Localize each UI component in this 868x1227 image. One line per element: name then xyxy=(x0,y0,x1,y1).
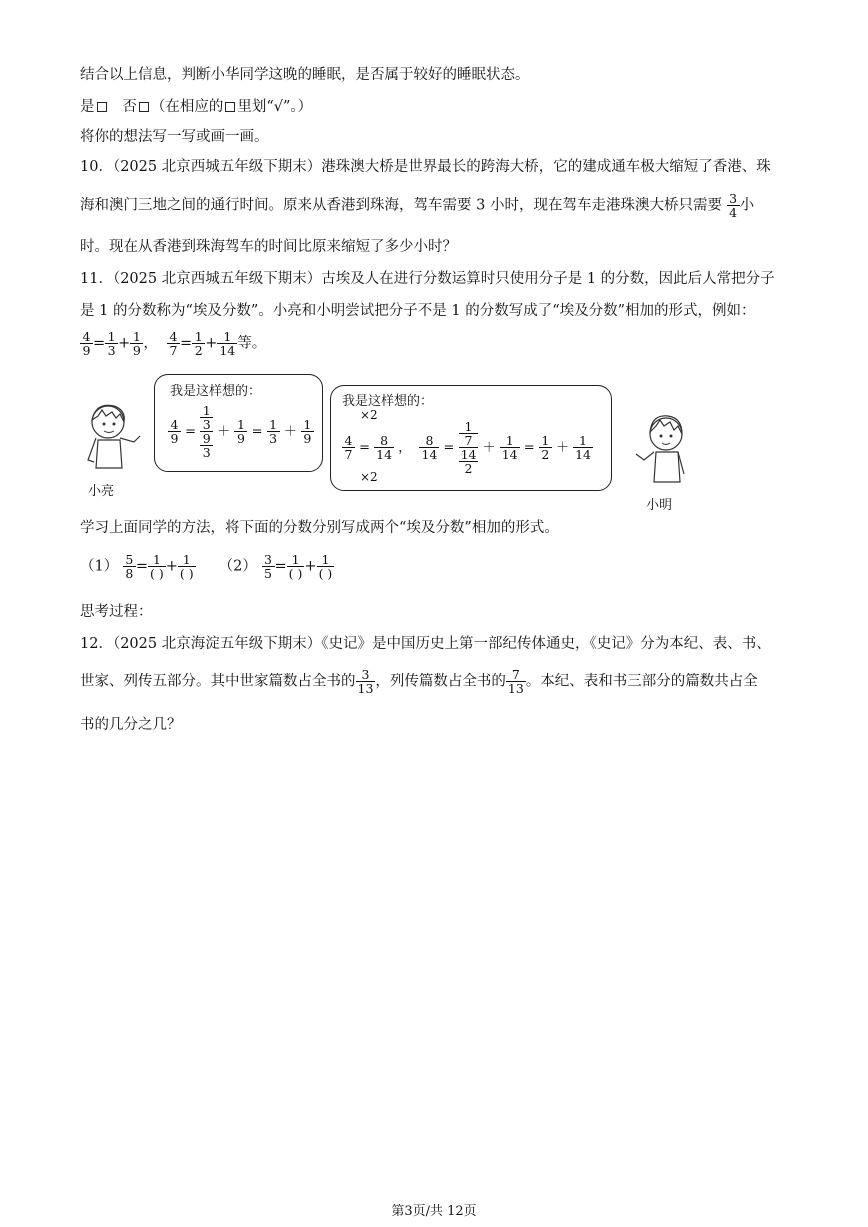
paragraph-line: 将你的想法写一写或画一画。 xyxy=(80,129,269,145)
blank-2b[interactable]: ( ) xyxy=(318,566,333,582)
q11-examples: $\frac{4}{9}$ = $\frac{1}{3}$ + $\frac{1}{9}$ ， $\frac{4}{7}$ = $\frac{1}{2}$ + $\frac{1}{14}$ 等。 xyxy=(80,330,266,357)
hint-text: （在相应的 xyxy=(150,99,224,115)
times-two-bottom: ×2 xyxy=(360,470,378,484)
name-xiaoming: 小明 xyxy=(646,498,673,513)
q11-line-2: 是 1 的分数称为“埃及分数”。小亮和小明尝试把分子不是 1 的分数写成了“埃及分数”相加的形式，例如： xyxy=(80,303,756,319)
q10-text: 海和澳门三地之间的通行时间。原来从香港到珠海，驾车需要 3 小时，现在驾车走港珠澳大桥只需要 xyxy=(80,197,722,214)
yes-label: 是 xyxy=(80,99,95,115)
no-label: 否 xyxy=(122,99,137,115)
times-two-top: ×2 xyxy=(360,408,378,422)
q10-line-3: 时。现在从香港到珠海驾车的时间比原来缩短了多少小时？ xyxy=(80,239,457,255)
blank-2a[interactable]: ( ) xyxy=(288,566,303,582)
q10-text-end: 小 xyxy=(739,197,755,214)
blank-1a[interactable]: ( ) xyxy=(150,566,164,582)
page-footer: 第3页/共 12页 xyxy=(391,1204,477,1219)
name-xiaoliang: 小亮 xyxy=(88,484,115,499)
boy-xiaoming-illustration xyxy=(626,408,696,490)
checkbox-no[interactable] xyxy=(139,102,149,112)
example-suffix: 等。 xyxy=(237,335,267,352)
square-symbol xyxy=(225,102,235,112)
answer-choice-line xyxy=(80,100,312,115)
problem-2-label: （2） xyxy=(218,558,257,575)
fraction-3-13: $\frac{3}{13}$ xyxy=(357,667,374,697)
blank-1b[interactable]: ( ) xyxy=(179,566,194,582)
checkbox-yes[interactable] xyxy=(97,102,107,112)
q11-line-1: 11．（2025 北京西城五年级下期末）古埃及人在进行分数运算时只使用分子是 1 的分数，因此后人常把分子 xyxy=(80,271,775,287)
q11-think-label: 思考过程： xyxy=(80,604,153,620)
boy-xiaoliang-illustration xyxy=(74,398,154,488)
right-bubble-title: 我是这样想的： xyxy=(342,394,434,409)
q10-line-2 xyxy=(80,192,754,219)
q10-line-1: 10．（2025 北京西城五年级下期末）港珠澳大桥是世界最长的跨海大桥，它的建成通车极大缩短了香港、珠 xyxy=(80,159,771,175)
left-bubble-equation: $\frac{4}{9}$ = 1 3 9 3 ＋ $\frac{1}{9}$ = $\frac{1}{3}$ ＋ $\frac{1}{9}$ xyxy=(168,404,314,460)
q12-line-1: 12．（2025 北京海淀五年级下期末）《史记》是中国历史上第一部纪传体通史，《史记》分为本纪、表、书、 xyxy=(80,636,771,652)
problem-1-label: （1） xyxy=(80,558,119,575)
fraction-3-4: $\frac{3}{4}$ xyxy=(728,192,739,219)
paragraph-line: 结合以上信息，判断小华同学这晚的睡眠，是否属于较好的睡眠状态。 xyxy=(80,67,530,83)
q12-line-2: 世家、列传五部分。其中世家篇数占全书的 $\frac{3}{13}$ ，列传篇数占全书的 $\frac{7}{13}$ 。本纪、表和书三部分的篇数共占全 xyxy=(80,667,758,697)
q11-instruction: 学习上面同学的方法，将下面的分数分别写成两个“埃及分数”相加的形式。 xyxy=(80,520,559,536)
q12-line-3: 书的几分之几？ xyxy=(80,717,182,733)
hint-text-2: 里划“√”。） xyxy=(237,99,313,115)
right-bubble-equation: $\frac{4}{7}$ = $\frac{8}{14}$ ， $\frac{8}{14}$ = 1 7 14 2 ＋ $\frac{1}{14}$ = $\frac{1}{2}$ ＋ $\frac{1}{14}$ xyxy=(342,420,593,476)
fraction-7-13: $\frac{7}{13}$ xyxy=(507,667,524,697)
q11-problems: （1） $\frac{5}{8}$ = 1 ( ) + 1 ( ) （2） $\frac{3}{5}$ = 1 ( ) + 1 ( ) xyxy=(80,552,333,582)
left-bubble-title: 我是这样想的： xyxy=(170,384,262,399)
